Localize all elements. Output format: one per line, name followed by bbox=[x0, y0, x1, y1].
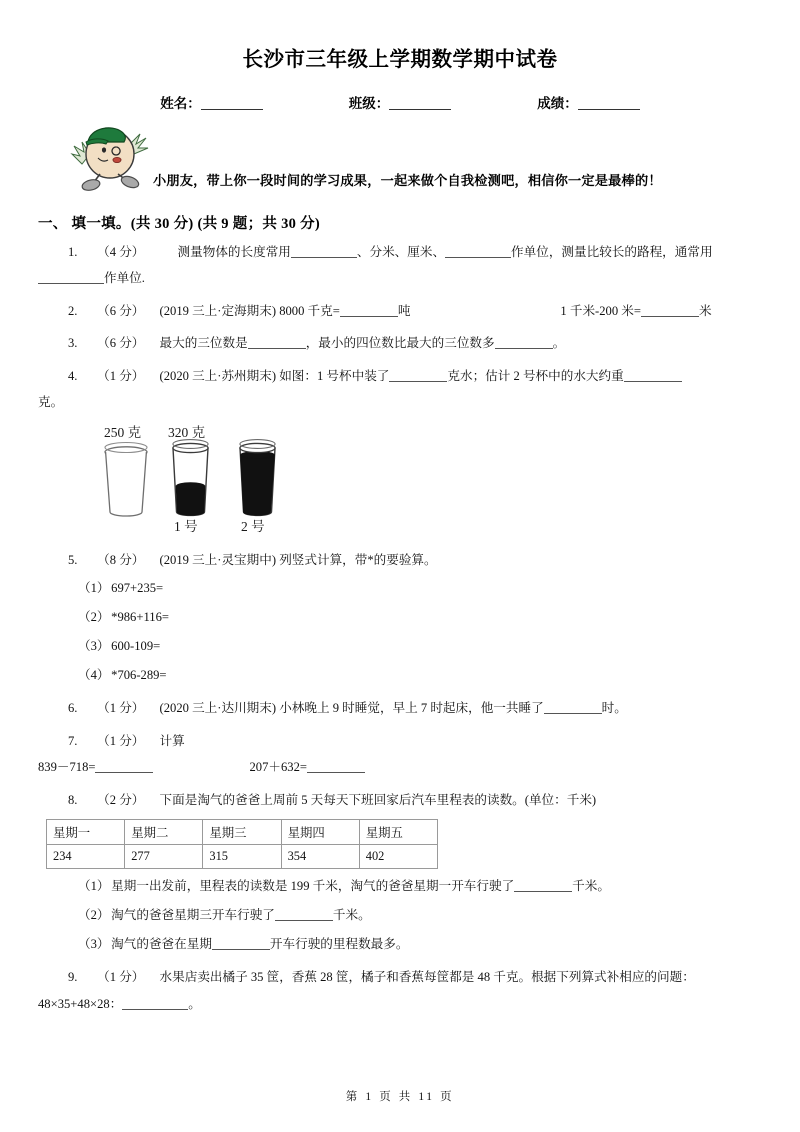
question-4-blank-1[interactable] bbox=[389, 381, 447, 382]
question-5-number: 5. bbox=[68, 552, 78, 567]
table-row-headers bbox=[47, 820, 438, 845]
table-value-cell: 234 bbox=[47, 845, 125, 869]
question-9-blank[interactable] bbox=[122, 1009, 188, 1010]
question-4-text-a: 如图：1 号杯中装了 bbox=[279, 368, 390, 383]
question-8-sub-2-number: （2） bbox=[78, 908, 110, 923]
question-3-text-c: 。 bbox=[552, 336, 566, 351]
class-blank[interactable] bbox=[389, 109, 451, 110]
question-9-text-a: 水果店卖出橘子 35 筐，香蕉 28 筐，橘子和香蕉每筐都是 48 千克。根据下列算式补相应的问题： bbox=[159, 970, 695, 985]
question-2-text-c: 1 千米-200 米= bbox=[560, 303, 641, 318]
question-2-text-b: 吨 bbox=[397, 303, 411, 318]
question-1-line-2 bbox=[38, 265, 762, 291]
table-value-cell: 354 bbox=[281, 845, 359, 869]
section-heading-fill-in: 一、 填一填。(共 30 分) (共 9 题；共 30 分) bbox=[38, 216, 321, 232]
question-7-number: 7. bbox=[68, 733, 78, 748]
question-5-sub-4-number: （4） bbox=[78, 668, 110, 683]
question-4-number: 4. bbox=[68, 368, 78, 383]
page-footer: 第 1 页 共 11 页 bbox=[345, 1091, 455, 1103]
question-9-text-b: 48×35+48×28： bbox=[38, 996, 123, 1011]
question-7-expression-1: 839－718= bbox=[38, 760, 96, 775]
cup-empty bbox=[105, 442, 147, 516]
question-5-sub-3-text: 600-109= bbox=[111, 639, 161, 654]
class-label: 班级： bbox=[348, 96, 390, 111]
question-9-number: 9. bbox=[68, 970, 78, 985]
question-8-sub-3-text-a: 淘气的爸爸在星期 bbox=[111, 937, 212, 952]
question-5-sub-1-number: （1） bbox=[78, 581, 110, 596]
question-3-text-a: 最大的三位数是 bbox=[159, 336, 248, 351]
question-9-line-1 bbox=[38, 964, 762, 990]
question-2-blank-2[interactable] bbox=[641, 316, 699, 317]
score-blank[interactable] bbox=[578, 109, 640, 110]
question-8-sub-3 bbox=[38, 931, 762, 958]
cups-diagram bbox=[38, 424, 762, 541]
question-4-source: (2020 三上·苏州期末) bbox=[159, 368, 277, 383]
cup-1-weight-label: 250 克 bbox=[104, 424, 142, 440]
question-6 bbox=[38, 695, 762, 721]
question-8-sub-2-text-a: 淘气的爸爸星期三开车行驶了 bbox=[111, 908, 275, 923]
question-4 bbox=[38, 363, 762, 416]
question-5-sub-2-text: *986+116= bbox=[111, 610, 169, 625]
score-label: 成绩： bbox=[537, 96, 578, 111]
question-7-expression-2: 207＋632= bbox=[249, 760, 307, 775]
question-8-sub-3-blank[interactable] bbox=[212, 949, 270, 950]
question-8-sub-1 bbox=[38, 873, 762, 900]
question-3-blank-1[interactable] bbox=[248, 348, 306, 349]
question-5-source: (2019 三上·灵宝期中) bbox=[159, 552, 277, 567]
question-5-sub-1-text: 697+235= bbox=[111, 581, 164, 596]
question-3 bbox=[38, 330, 762, 356]
question-5-sub-3 bbox=[38, 633, 762, 660]
question-3-text-b: ，最小的四位数比最大的三位数多 bbox=[305, 336, 495, 351]
question-8-sub-2 bbox=[38, 902, 762, 929]
question-3-score: （6 分） bbox=[97, 336, 145, 351]
question-2-number: 2. bbox=[68, 303, 78, 318]
table-header-cell: 星期二 bbox=[125, 820, 203, 845]
question-8-sub-2-blank[interactable] bbox=[275, 920, 333, 921]
question-7 bbox=[38, 728, 762, 754]
question-3-number: 3. bbox=[68, 336, 78, 351]
mascot-character-icon bbox=[68, 120, 154, 196]
question-2 bbox=[38, 298, 762, 324]
question-1 bbox=[38, 239, 762, 292]
question-2-score: （6 分） bbox=[97, 303, 145, 318]
question-2-text-a: 8000 千克= bbox=[279, 303, 340, 318]
question-8-sub-1-blank[interactable] bbox=[514, 891, 572, 892]
question-1-text-b: 、分米、厘米、 bbox=[356, 245, 446, 259]
question-5-sub-1 bbox=[38, 575, 762, 602]
question-9-text-c: 。 bbox=[188, 996, 201, 1011]
question-5-sub-2-number: （2） bbox=[78, 610, 110, 625]
question-1-text-d: 作单位. bbox=[104, 271, 145, 286]
question-7-expressions bbox=[38, 754, 762, 780]
question-1-score: （4 分） bbox=[97, 245, 145, 259]
question-9-score: （1 分） bbox=[97, 970, 145, 985]
question-1-blank-3[interactable] bbox=[38, 283, 104, 284]
question-8-sub-1-text-a: 星期一出发前，里程表的读数是 199 千米，淘气的爸爸星期一开车行驶了 bbox=[111, 879, 515, 894]
question-4-score: （1 分） bbox=[97, 368, 145, 383]
question-5-text-a: 列竖式计算，带*的要验算。 bbox=[279, 552, 437, 567]
question-7-blank-1[interactable] bbox=[95, 772, 153, 773]
question-6-source: (2020 三上·达川期末) bbox=[159, 701, 277, 716]
question-6-text-a: 小林晚上 9 时睡觉，早上 7 时起床，他一共睡了 bbox=[279, 701, 544, 716]
cup-2-weight-label: 320 克 bbox=[168, 424, 206, 440]
question-8-sub-2-text-b: 千米。 bbox=[332, 908, 371, 923]
question-8-sub-1-text-b: 千米。 bbox=[572, 879, 610, 894]
question-1-number: 1. bbox=[68, 245, 78, 259]
question-6-text-b: 时。 bbox=[601, 701, 627, 716]
cup-1-name-label: 1 号 bbox=[174, 518, 198, 534]
question-4-line-2 bbox=[38, 389, 762, 415]
question-8-sub-1-number: （1） bbox=[78, 879, 110, 894]
table-value-cell: 277 bbox=[125, 845, 203, 869]
question-9 bbox=[38, 964, 762, 1017]
page-title: 长沙市三年级上学期数学期中试卷 bbox=[242, 49, 558, 71]
greeting-text: 小朋友，带上你一段时间的学习成果，一起来做个自我检测吧，相信你一定是最棒的！ bbox=[153, 173, 662, 188]
cup-2-name-label: 2 号 bbox=[241, 518, 265, 534]
question-3-blank-2[interactable] bbox=[495, 348, 553, 349]
name-label: 姓名： bbox=[160, 96, 201, 111]
question-8-text-a: 下面是淘气的爸爸上周前 5 天每天下班回家后汽车里程表的读数。(单位：千米) bbox=[159, 792, 597, 807]
cup-full bbox=[240, 439, 275, 515]
question-2-blank-1[interactable] bbox=[340, 316, 398, 317]
question-1-text-a: 测量物体的长度常用 bbox=[177, 245, 291, 259]
greeting-block bbox=[38, 120, 762, 202]
table-header-cell: 星期五 bbox=[359, 820, 437, 845]
table-header-cell: 星期四 bbox=[281, 820, 359, 845]
score-field[interactable] bbox=[537, 92, 640, 112]
question-8-score: （2 分） bbox=[97, 792, 145, 807]
question-7-blank-2[interactable] bbox=[307, 772, 365, 773]
table-value-cell: 315 bbox=[203, 845, 281, 869]
question-1-blank-1[interactable] bbox=[291, 257, 357, 258]
question-5-sub-4-text: *706-289= bbox=[111, 668, 167, 683]
water-cups-illustration bbox=[96, 424, 296, 536]
cup-half-full bbox=[173, 439, 208, 515]
name-field[interactable] bbox=[160, 92, 263, 112]
question-6-score: （1 分） bbox=[97, 701, 145, 716]
question-5-sub-3-number: （3） bbox=[78, 639, 110, 654]
question-8-sub-3-number: （3） bbox=[78, 937, 110, 952]
question-2-source: (2019 三上·定海期末) bbox=[159, 303, 277, 318]
name-blank[interactable] bbox=[201, 109, 263, 110]
question-1-text-c: 作单位，测量比较长的路程，通常用 bbox=[511, 245, 713, 259]
question-7-score: （1 分） bbox=[97, 733, 145, 748]
question-1-blank-2[interactable] bbox=[445, 257, 511, 258]
question-6-blank[interactable] bbox=[544, 713, 602, 714]
question-8 bbox=[38, 787, 762, 813]
mileage-table bbox=[46, 819, 438, 869]
question-6-number: 6. bbox=[68, 701, 78, 716]
table-value-cell: 402 bbox=[359, 845, 437, 869]
table-row-values bbox=[47, 845, 438, 869]
identity-row bbox=[38, 92, 762, 112]
question-7-text-a: 计算 bbox=[159, 733, 185, 748]
question-4-line-1 bbox=[38, 363, 762, 389]
table-header-cell: 星期三 bbox=[203, 820, 281, 845]
question-5-sub-4 bbox=[38, 662, 762, 689]
question-4-text-b: 克水；估计 2 号杯中的水大约重 bbox=[447, 368, 624, 383]
question-8-sub-3-text-b: 开车行驶的里程数最多。 bbox=[269, 937, 409, 952]
table-header-cell: 星期一 bbox=[47, 820, 125, 845]
question-9-line-2 bbox=[38, 991, 762, 1017]
question-8-number: 8. bbox=[68, 792, 78, 807]
question-5-sub-2 bbox=[38, 604, 762, 631]
question-4-text-c: 克。 bbox=[38, 395, 64, 410]
question-4-blank-2[interactable] bbox=[624, 381, 682, 382]
question-5-score: （8 分） bbox=[97, 552, 145, 567]
question-2-text-d: 米 bbox=[698, 303, 712, 318]
class-field[interactable] bbox=[349, 92, 452, 112]
question-5 bbox=[38, 547, 762, 573]
